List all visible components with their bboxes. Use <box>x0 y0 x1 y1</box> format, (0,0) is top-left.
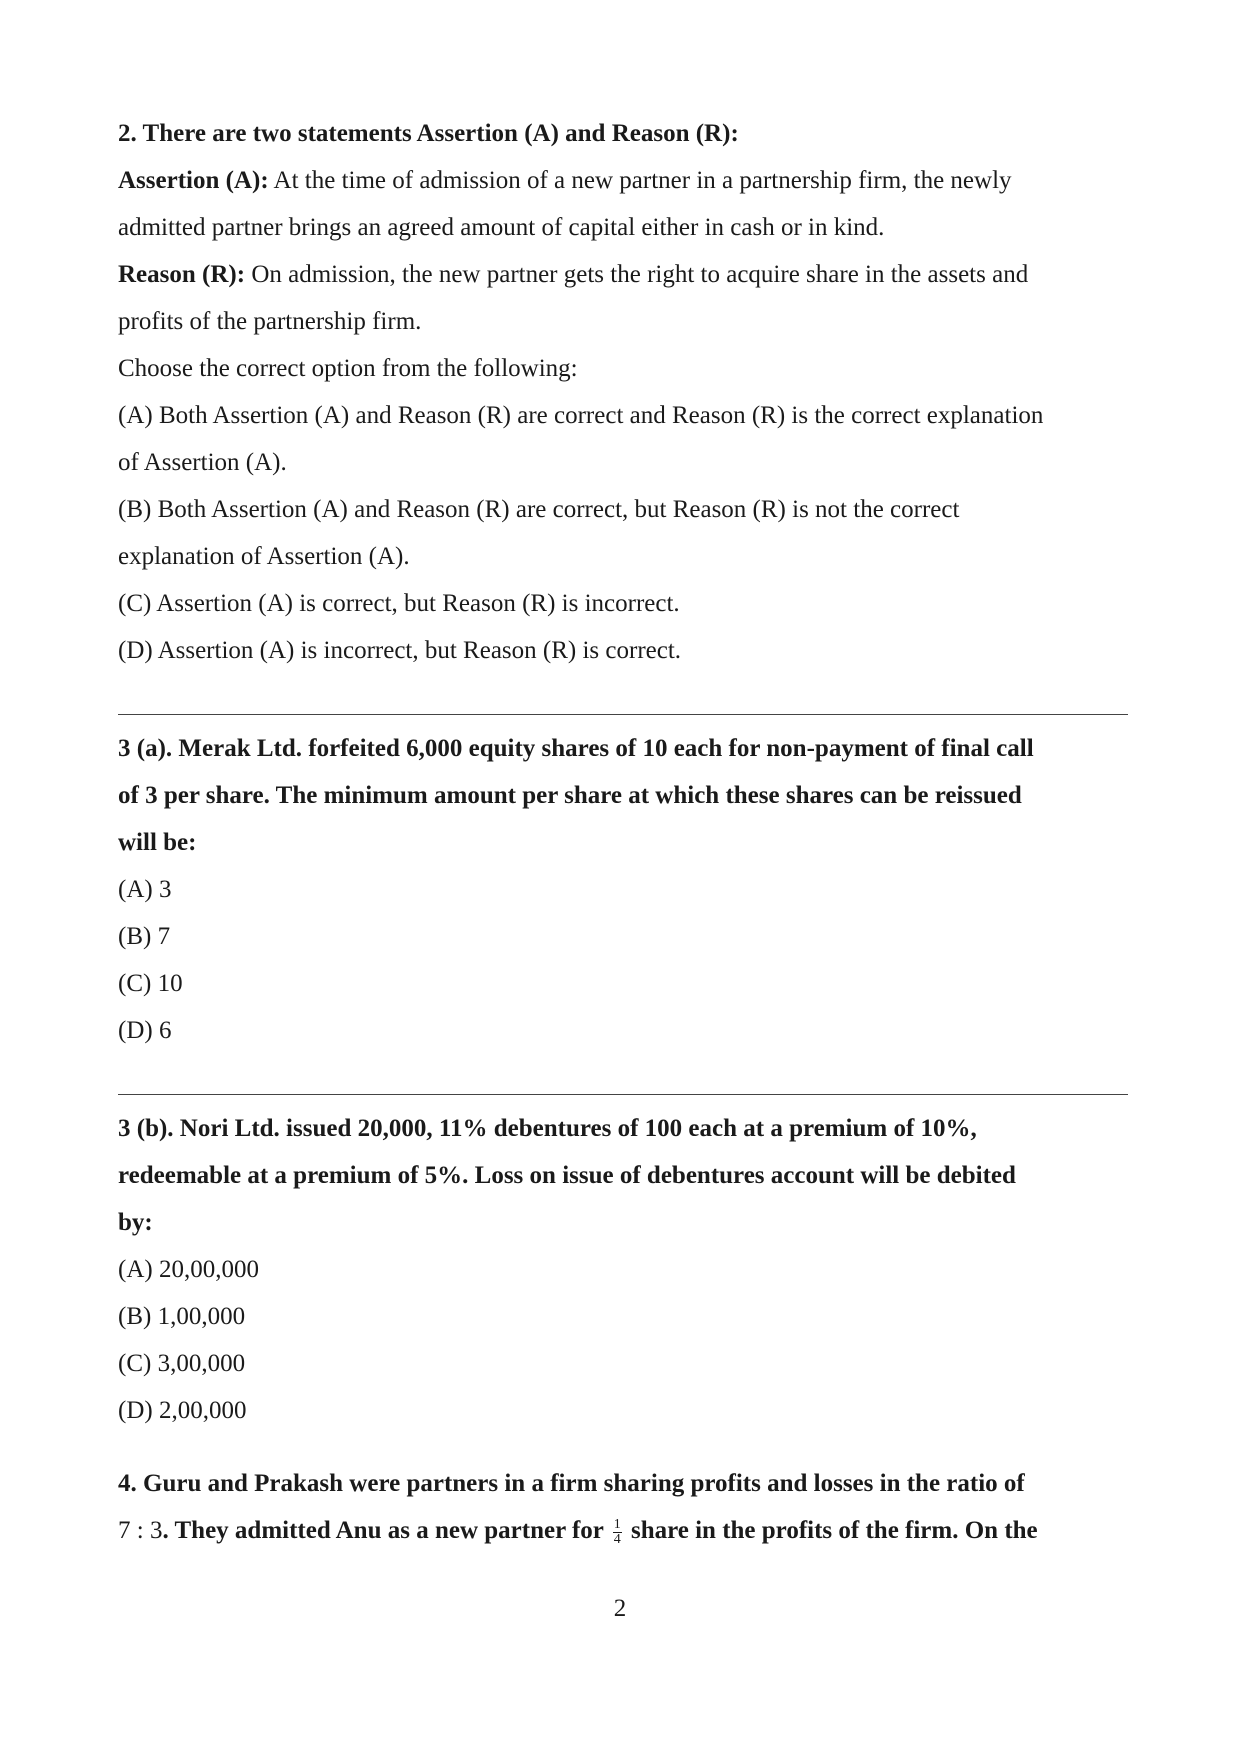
q2-assertion-line2: admitted partner brings an agreed amount of capital either in cash or in kind. <box>118 214 885 241</box>
assertion-label: Assertion (A): <box>118 167 269 194</box>
q3b-option-a: (A) 20,00,000 <box>118 1256 259 1283</box>
page-number: 2 <box>613 1595 627 1622</box>
q2-reason-line1 <box>118 251 1128 298</box>
q4-line2 <box>118 1507 1128 1554</box>
question-3a <box>118 725 1128 1054</box>
reason-label: Reason (R): <box>118 261 246 288</box>
q3b-option-d: (D) 2,00,000 <box>118 1397 247 1424</box>
q4-text-b: share in the profits of the firm. On the <box>624 1517 1038 1544</box>
q4-fraction <box>613 1518 622 1547</box>
q2-heading: 2. There are two statements Assertion (A) and Reason (R): <box>118 120 739 147</box>
q3b-line3: by: <box>118 1209 153 1236</box>
q4-text-a: . They admitted Anu as a new partner for <box>162 1517 610 1544</box>
q2-option-d: (D) Assertion (A) is incorrect, but Reason (R) is correct. <box>118 637 682 664</box>
q2-option-b-line2: explanation of Assertion (A). <box>118 543 410 570</box>
divider <box>118 714 1128 715</box>
q3a-option-b: (B) 7 <box>118 923 171 950</box>
q3b-option-c: (C) 3,00,000 <box>118 1350 246 1377</box>
reason-text-1: On admission, the new partner gets the right to acquire share in the assets and <box>245 261 1029 288</box>
question-page <box>118 110 1128 1554</box>
fraction-numerator: 1 <box>613 1516 621 1532</box>
question-2 <box>118 110 1128 674</box>
q3b-line2: redeemable at a premium of 5%. Loss on issue of debentures account will be debited <box>118 1162 1016 1189</box>
divider <box>118 1094 1128 1095</box>
assertion-text-1: At the time of admission of a new partner in a partnership firm, the newly <box>268 167 1012 194</box>
q3a-line2: of 3 per share. The minimum amount per share at which these shares can be reissued <box>118 782 1022 809</box>
q3a-option-a: (A) 3 <box>118 876 172 903</box>
q2-option-c: (C) Assertion (A) is correct, but Reason (R) is incorrect. <box>118 590 680 617</box>
q4-line1: 4. Guru and Prakash were partners in a firm sharing profits and losses in the ratio of <box>118 1470 1025 1497</box>
question-4 <box>118 1460 1128 1554</box>
q2-option-a-line2: of Assertion (A). <box>118 449 287 476</box>
q2-option-a-line1: (A) Both Assertion (A) and Reason (R) are correct and Reason (R) is the correct explanation <box>118 402 1044 429</box>
fraction-denominator: 4 <box>613 1531 621 1547</box>
q3b-line1: 3 (b). Nori Ltd. issued 20,000, 11% debentures of 100 each at a premium of 10%, <box>118 1115 977 1142</box>
q4-ratio: 7 : 3 <box>118 1517 163 1544</box>
q3a-option-c: (C) 10 <box>118 970 183 997</box>
q2-reason-line2: profits of the partnership firm. <box>118 308 422 335</box>
q3a-option-d: (D) 6 <box>118 1017 172 1044</box>
q2-assertion-line1 <box>118 157 1128 204</box>
q3b-option-b: (B) 1,00,000 <box>118 1303 246 1330</box>
q3a-line3: will be: <box>118 829 197 856</box>
question-3b <box>118 1105 1128 1434</box>
q3a-line1: 3 (a). Merak Ltd. forfeited 6,000 equity shares of 10 each for non-payment of final call <box>118 735 1034 762</box>
q2-instruction: Choose the correct option from the following: <box>118 355 578 382</box>
q2-option-b-line1: (B) Both Assertion (A) and Reason (R) are correct, but Reason (R) is not the correct <box>118 496 960 523</box>
